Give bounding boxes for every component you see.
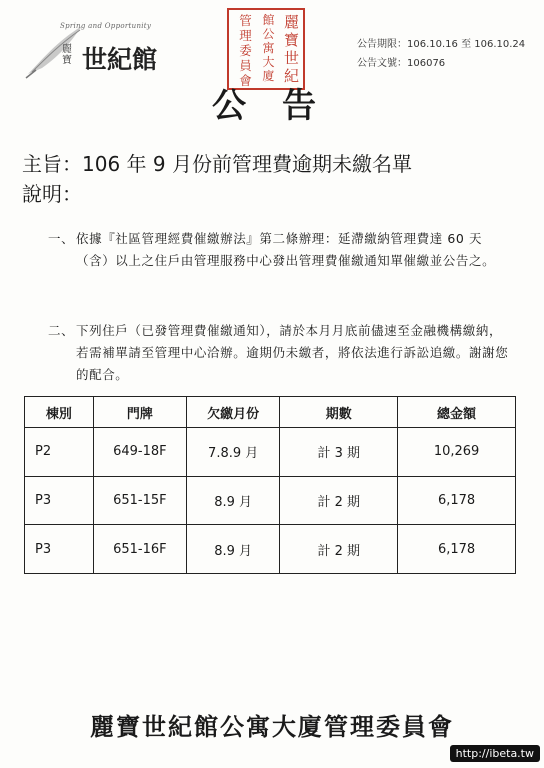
- table-row: [25, 428, 516, 477]
- site-watermark: http://ibeta.tw: [450, 745, 540, 762]
- column-header-periods: 期數: [280, 397, 398, 428]
- cell-unit: 651-15F: [93, 476, 186, 525]
- item-number: 二、: [48, 323, 75, 338]
- issuer-footer: 麗寶世紀館公寓大廈管理委員會: [90, 713, 454, 741]
- table-row: [25, 525, 516, 574]
- item-text: 依據『社區管理經費催繳辦法』第二條辦理：延滯繳納管理費達 60 天（含）以上之住戶由管理服務中心發出管理費催繳通知單催繳並公告之。: [76, 231, 496, 268]
- cell-months: 8.9 月: [187, 525, 280, 574]
- explanation-label: 說明：: [22, 182, 82, 206]
- doc-number-label: 公告文號：: [357, 58, 407, 69]
- cell-amount: 10,269: [398, 428, 516, 477]
- cell-building: P3: [25, 525, 94, 574]
- cell-amount: 6,178: [398, 525, 516, 574]
- page-title: 公告: [212, 86, 352, 126]
- column-header-months: 欠繳月份: [187, 397, 280, 428]
- cell-unit: 649-18F: [93, 428, 186, 477]
- seal-column: 管理委員會: [239, 13, 252, 88]
- column-header-unit: 門牌: [93, 397, 186, 428]
- column-header-building: 棟別: [25, 397, 94, 428]
- seal-column: 館公寓大廈: [262, 13, 275, 83]
- cell-unit: 651-16F: [93, 525, 186, 574]
- notice-period-value: 106.10.16 至 106.10.24: [407, 39, 526, 50]
- notice-period-label: 公告期限：: [357, 39, 407, 50]
- cell-months: 8.9 月: [187, 476, 280, 525]
- table-header-row: [25, 397, 516, 428]
- notice-period: [357, 35, 525, 50]
- logo-brand-small: 麗寶: [62, 44, 72, 66]
- cell-building: P3: [25, 476, 94, 525]
- explanation-item: [48, 320, 510, 386]
- logo-script-text: Spring and Opportunity: [60, 22, 152, 30]
- notice-doc-number: [357, 54, 445, 69]
- cell-periods: 計 2 期: [280, 476, 398, 525]
- seal-column: 麗寶世紀: [283, 13, 299, 85]
- item-number: 一、: [48, 231, 75, 246]
- explanation-item: [48, 228, 510, 272]
- cell-periods: 計 2 期: [280, 525, 398, 574]
- cell-periods: 計 3 期: [280, 428, 398, 477]
- cell-amount: 6,178: [398, 476, 516, 525]
- arrears-table: [24, 396, 516, 574]
- subject-line: 主旨：106 年 9 月份前管理費逾期未繳名單: [22, 152, 412, 176]
- item-text: 下列住戶（已發管理費催繳通知），請於本月月底前儘速至金融機構繳納，若需補單請至管理中心洽辦。逾期仍未繳者，將依法進行訴訟追繳。謝謝您的配合。: [76, 323, 509, 382]
- table-row: [25, 476, 516, 525]
- doc-number-value: 106076: [407, 58, 446, 69]
- cell-months: 7.8.9 月: [187, 428, 280, 477]
- column-header-amount: 總金額: [398, 397, 516, 428]
- cell-building: P2: [25, 428, 94, 477]
- logo-brand-main: 世紀館: [82, 45, 158, 74]
